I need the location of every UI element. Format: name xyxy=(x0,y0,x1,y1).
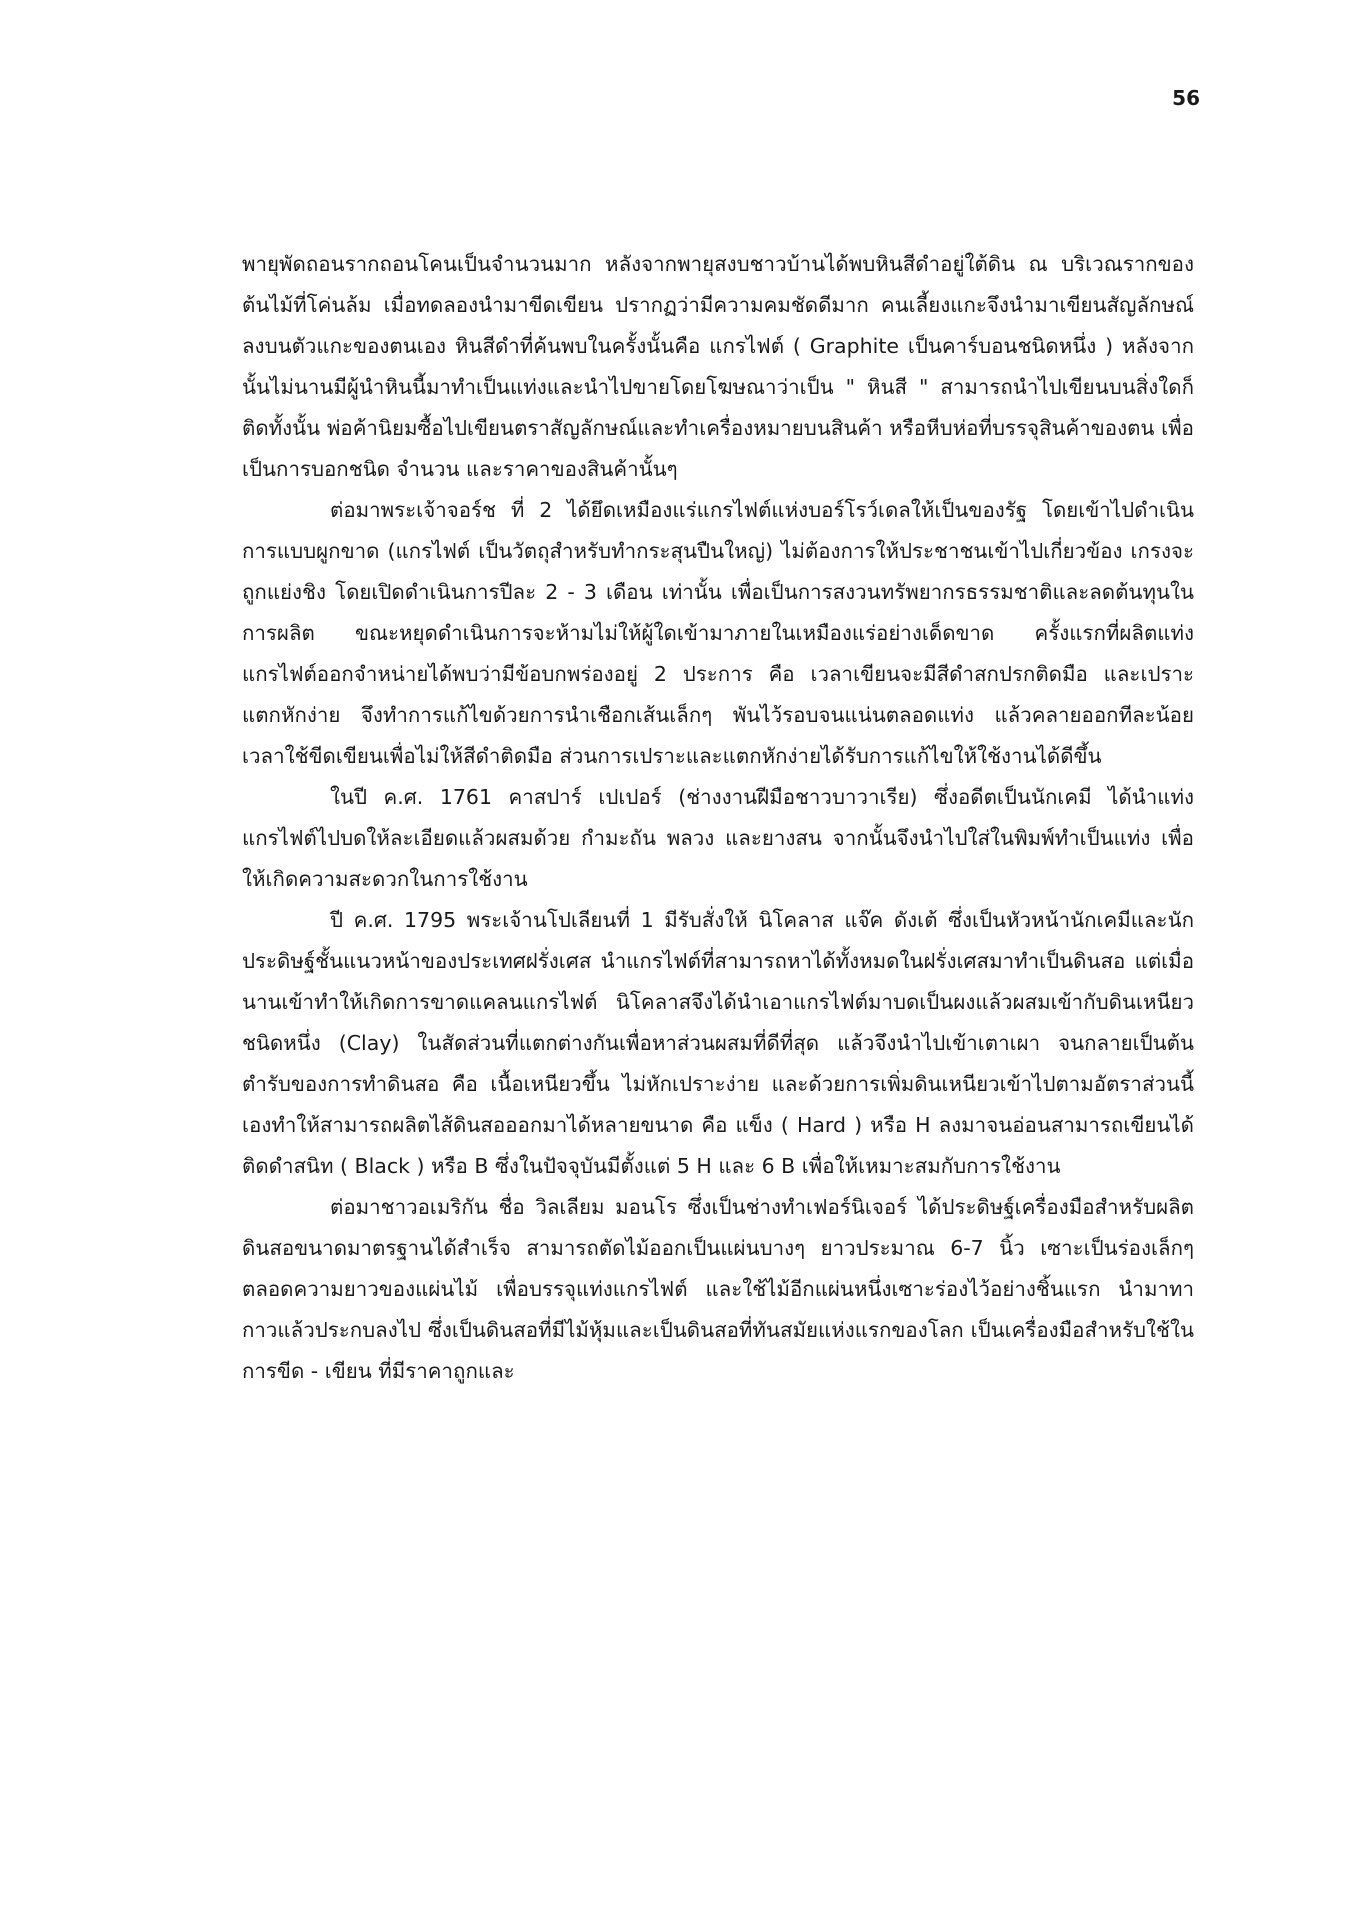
paragraph-conte: ปี ค.ศ. 1795 พระเจ้านโปเลียนที่ 1 มีรับสั่งให้ นิโคลาส แจ๊ค ดังเต้ ซึ่งเป็นหัวหน้านักเคมีและนักประดิษฐ์ชั้นแนวหน้าของประเทศฝรั่งเศส นำแกรไฟต์ที่สามารถหาได้ทั้งหมดในฝรั่งเศสมาทำเป็นดินสอ แต่เมื่อนานเข้าทำให้เกิดการขาดแคลนแกรไฟต์ นิโคลาสจึงได้นำเอาแกรไฟต์มาบดเป็นผงแล้วผสมเข้ากับดินเหนียวชนิดหนึ่ง (Clay) ในสัดส่วนที่แตกต่างกันเพื่อหาส่วนผสมที่ดีที่สุด แล้วจึงนำไปเข้าเตาเผา จนกลายเป็นต้นตำรับของการทำดินสอ คือ เนื้อเหนียวขึ้น ไม่หักเปราะง่าย และด้วยการเพิ่มดินเหนียวเข้าไปตามอัตราส่วนนี้เองทำให้สามารถผลิตไส้ดินสอออกมาได้หลายขนาด คือ แข็ง ( Hard ) หรือ H ลงมาจนอ่อนสามารถเขียนได้ติดดำสนิท ( Black ) หรือ B ซึ่งในปัจจุบันมีตั้งแต่ 5 H และ 6 B เพื่อให้เหมาะสมกับการใช้งาน xyxy=(242,908,1194,1178)
paragraph-william-monroe: ต่อมาชาวอเมริกัน ชื่อ วิลเลียม มอนโร ซึ่งเป็นช่างทำเฟอร์นิเจอร์ ได้ประดิษฐ์เครื่องมือสำหรับผลิตดินสอขนาดมาตรฐานได้สำเร็จ สามารถตัดไม้ออกเป็นแผ่นบางๆ ยาวประมาณ 6-7 นิ้ว เซาะเป็นร่องเล็กๆตลอดความยาวของแผ่นไม้ เพื่อบรรจุแท่งแกรไฟต์ และใช้ไม้อีกแผ่นหนึ่งเซาะร่องไว้อย่างชิ้นแรก นำมาทากาวแล้วประกบลงไป ซึ่งเป็นดินสอที่มีไม้หุ้มและเป็นดินสอที่ทันสมัยแห่งแรกของโลก เป็นเครื่องมือสำหรับใช้ในการขีด - เขียน ที่มีราคาถูกและ xyxy=(242,1195,1194,1383)
paragraph-kaspar-faber: ในปี ค.ศ. 1761 คาสปาร์ เปเปอร์ (ช่างงานฝีมือชาวบาวาเรีย) ซึ่งอดีตเป็นนักเคมี ได้นำแท่งแกรไฟต์ไปบดให้ละเอียดแล้วผสมด้วย กำมะถัน พลวง และยางสน จากนั้นจึงนำไปใส่ในพิมพ์ทำเป็นแท่ง เพื่อให้เกิดความสะดวกในการใช้งาน xyxy=(242,785,1194,891)
body-text xyxy=(242,244,1194,1392)
paragraph-continued: พายุพัดถอนรากถอนโคนเป็นจำนวนมาก หลังจากพายุสงบชาวบ้านได้พบหินสีดำอยู่ใต้ดิน ณ บริเวณรากของต้นไม้ที่โค่นล้ม เมื่อทดลองนำมาขีดเขียน ปรากฏว่ามีความคมชัดดีมาก คนเลี้ยงแกะจึงนำมาเขียนสัญลักษณ์ลงบนตัวแกะของตนเอง หินสีดำที่ค้นพบในครั้งนั้นคือ แกรไฟต์ ( Graphite เป็นคาร์บอนชนิดหนึ่ง ) หลังจากนั้นไม่นานมีผู้นำหินนี้มาทำเป็นแท่งและนำไปขายโดยโฆษณาว่าเป็น " หินสี " สามารถนำไปเขียนบนสิ่งใดก็ติดทั้งนั้น พ่อค้านิยมซื้อไปเขียนตราสัญลักษณ์และทำเครื่องหมายบนสินค้า หรือหีบห่อที่บรรจุสินค้าของตน เพื่อเป็นการบอกชนิด จำนวน และราคาของสินค้านั้นๆ xyxy=(242,252,1194,481)
page-number: 56 xyxy=(1172,86,1200,110)
paragraph-king-george: ต่อมาพระเจ้าจอร์ช ที่ 2 ได้ยึดเหมืองแร่แกรไฟต์แห่งบอร์โรว์เดลให้เป็นของรัฐ โดยเข้าไปดำเนินการแบบผูกขาด (แกรไฟต์ เป็นวัตถุสำหรับทำกระสุนปืนใหญ่) ไม่ต้องการให้ประชาชนเข้าไปเกี่ยวข้อง เกรงจะถูกแย่งชิง โดยเปิดดำเนินการปีละ 2 - 3 เดือน เท่านั้น เพื่อเป็นการสงวนทรัพยากรธรรมชาติและลดต้นทุนในการผลิต ขณะหยุดดำเนินการจะห้ามไม่ให้ผู้ใดเข้ามาภายในเหมืองแร่อย่างเด็ดขาด ครั้งแรกที่ผลิตแท่งแกรไฟต์ออกจำหน่ายได้พบว่ามีข้อบกพร่องอยู่ 2 ประการ คือ เวลาเขียนจะมีสีดำสกปรกติดมือ และเปราะแตกหักง่าย จึงทำการแก้ไขด้วยการนำเชือกเส้นเล็กๆ พันไว้รอบจนแน่นตลอดแท่ง แล้วคลายออกทีละน้อยเวลาใช้ขีดเขียนเพื่อไม่ให้สีดำติดมือ ส่วนการเปราะและแตกหักง่ายได้รับการแก้ไขให้ใช้งานได้ดีขึ้น xyxy=(242,498,1194,768)
